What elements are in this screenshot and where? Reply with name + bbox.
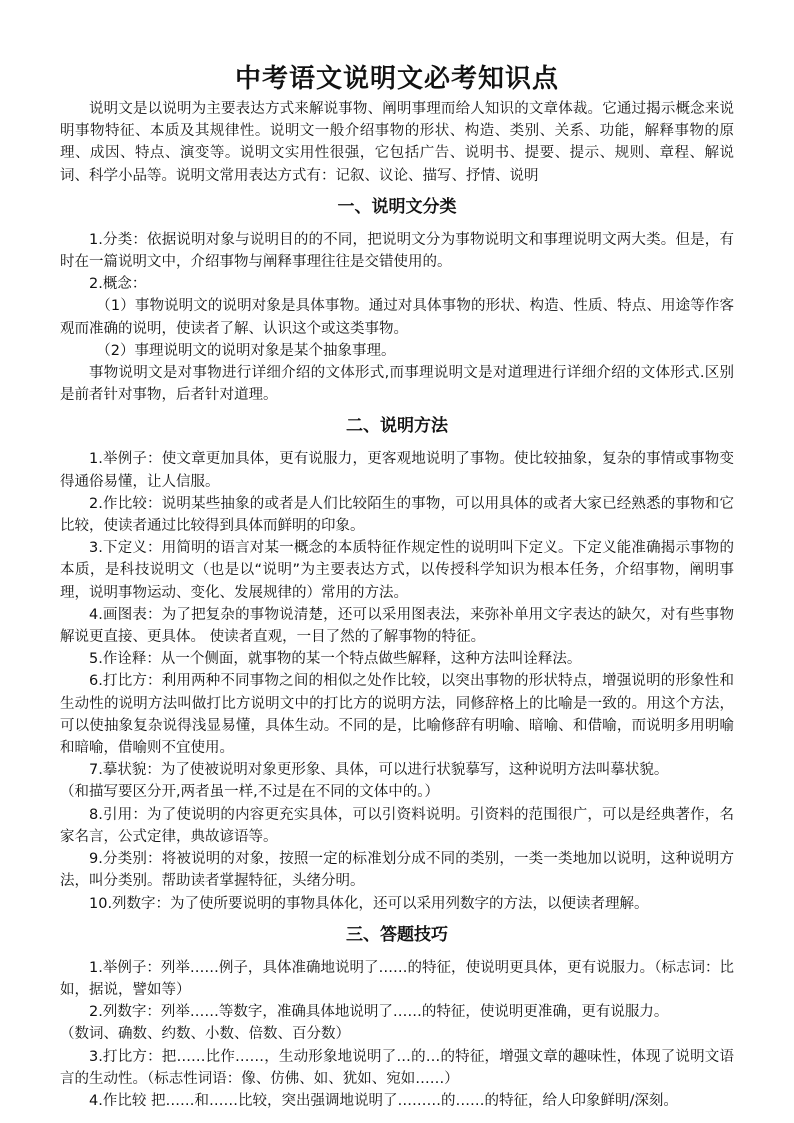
technique-note: （数词、确数、约数、小数、倍数、百分数）	[60, 1026, 350, 1043]
method-item: 8.引用：为了使说明的内容更充实具体，可以引资料说明。引资料的范围很广，可以是经典著作，名家名言，公式定律，典故谚语等。	[60, 806, 734, 845]
section-heading-classification: 一、说明文分类	[337, 196, 457, 217]
page-title: 中考语文说明文必考知识点	[234, 64, 559, 94]
technique-item: 2.列数字：列举……等数字，准确具体地说明了……的特征，使说明更准确，更有说服力。	[89, 1004, 669, 1021]
classification-paragraph-1: 1.分类：依据说明对象与说明目的的不同，把说明文分为事物说明文和事理说明文两大类。但是，有时在一篇说明文中，介绍事物与阐释事理往往是交错使用的。	[60, 231, 734, 271]
method-item: 2.作比较：说明某些抽象的或者是人们比较陌生的事物，可以用具体的或者大家已经熟悉的事物和它比较，使读者通过比较得到具体而鲜明的印象。	[60, 495, 734, 535]
method-item: 5.作诠释：从一个侧面，就事物的某一个特点做些解释，这种方法叫诠释法。	[89, 651, 582, 668]
method-item: 9.分类别：将被说明的对象，按照一定的标准划分成不同的类别，一类一类地加以说明，这种说明方法，叫分类别。帮助读者掌握特征，头绪分明。	[60, 851, 734, 890]
document-page	[60, 62, 734, 1112]
method-item: 7.摹状貌：为了使被说明对象更形象、具体，可以进行状貌摹写，这种说明方法叫摹状貌。	[89, 762, 669, 779]
method-item: 1.举例子：使文章更加具体，更有说服力，更客观地说明了事物。使比较抽象，复杂的事情或事物变得通俗易懂，让人信服。	[60, 451, 734, 490]
technique-item: 4.作比较 把……和……比较，突出强调地说明了………的……的特征，给人印象鲜明/深刻。	[89, 1092, 678, 1109]
method-item: 10.列数字：为了使所要说明的事物具体化，还可以采用列数字的方法，以便读者理解。	[89, 895, 649, 912]
classification-paragraph-4: （2）事理说明文的说明对象是某个抽象事理。	[96, 342, 396, 359]
section-heading-techniques: 三、答题技巧	[346, 924, 448, 945]
intro-paragraph: 说明文是以说明为主要表达方式来解说事物、阐明事理而给人知识的文章体裁。它通过揭示概念来说明事物特征、本质及其规律性。说明文一般介绍事物的形状、构造、类别、关系、功能，解释事物的原理、成因、特点、演变等。说明文实用性很强，它包括广告、说明书、提要、提示、规则、章程、解说词、科学小品等。说明文常用表达方式有：记叙、议论、描写、抒情、说明	[60, 101, 734, 184]
method-item: 6.打比方：利用两种不同事物之间的相似之处作比较，以突出事物的形状特点，增强说明的形象性和生动性的说明方法叫做打比方说明文中的打比方的说明方法，同修辞格上的比喻是一致的。用这个方法，可以使抽象复杂说得浅显易懂，具体生动。不同的是，比喻修辞有明喻、暗喻、和借喻，而说明多用明喻和暗喻，借喻则不宜使用。	[60, 673, 734, 757]
section-heading-methods: 二、说明方法	[346, 416, 448, 437]
classification-paragraph-2: 2.概念：	[89, 276, 147, 293]
technique-item: 3.打比方：把……比作……，生动形象地说明了…的…的特征，增强文章的趣味性，体现了说明文语言的生动性。（标志性词语：像、仿佛、如、犹如、宛如……）	[60, 1048, 734, 1087]
classification-paragraph-3: （1）事物说明文的说明对象是具体事物。通过对具体事物的形状、构造、性质、特点、用途等作客观而准确的说明，使读者了解、认识这个或这类事物。	[60, 298, 734, 337]
method-note: （和描写要区分开,两者虽一样,不过是在不同的文体中的。）	[60, 784, 439, 801]
method-item: 3.下定义：用简明的语言对某一概念的本质特征作规定性的说明叫下定义。下定义能准确揭示事物的本质，是科技说明文（也是以“说明”为主要表达方式，以传授科学知识为根本任务，介绍事物，阐明事理，说明事物运动、变化、发展规律的）常用的方法。	[60, 540, 734, 601]
technique-item: 1.举例子：列举……例子，具体准确地说明了……的特征，使说明更具体，更有说服力。（标志词：比如，据说，譬如等）	[60, 959, 734, 998]
method-item: 4.画图表：为了把复杂的事物说清楚，还可以采用图表法，来弥补单用文字表达的缺欠，对有些事物解说更直接、更具体。 使读者直观，一目了然的了解事物的特征。	[60, 606, 734, 646]
classification-paragraph-5: 事物说明文是对事物进行详细介绍的文体形式,而事理说明文是对道理进行详细介绍的文体形式.区别是前者针对事物，后者针对道理。	[60, 365, 734, 404]
